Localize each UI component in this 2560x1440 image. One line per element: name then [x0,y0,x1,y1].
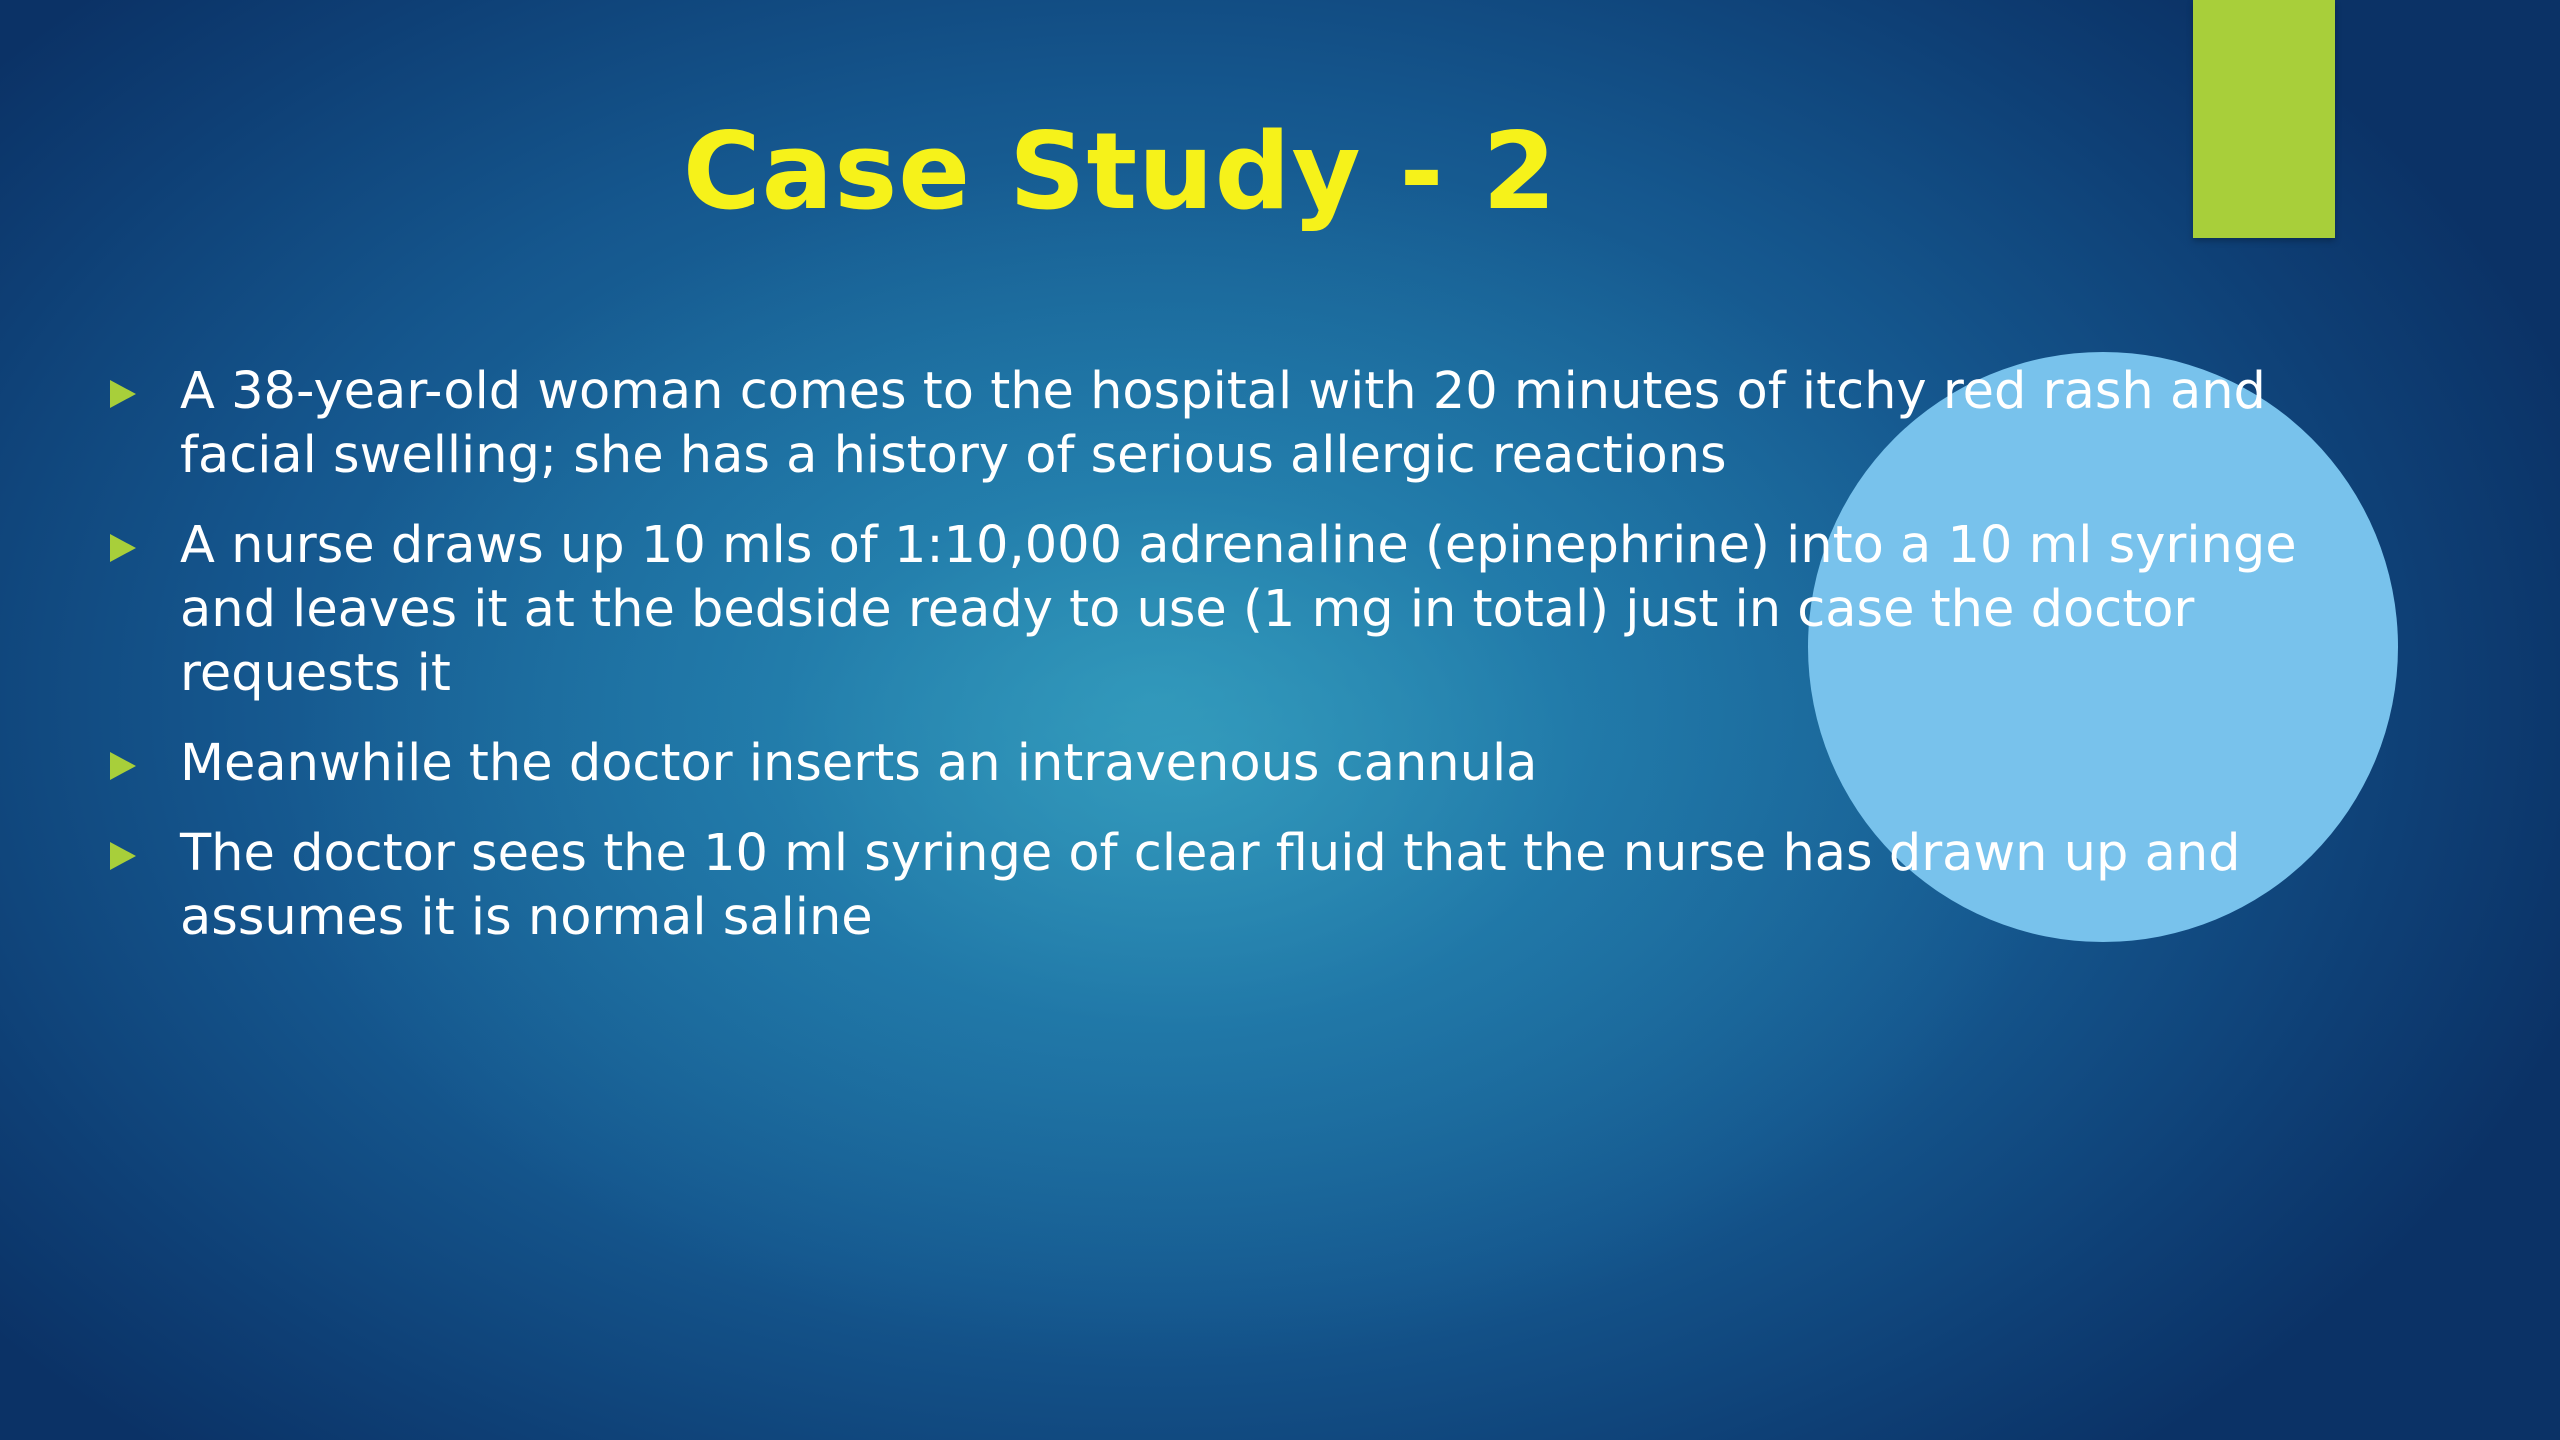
right-triangle-icon [110,842,136,870]
bullet-item [106,732,2370,796]
bullet-item [106,360,2370,488]
bullet-item [106,822,2370,950]
right-triangle-icon [110,534,136,562]
bullet-text: A nurse draws up 10 mls of 1:10,000 adrenaline (epinephrine) into a 10 ml syringe and leaves it at the bedside ready to use (1 mg in total) just in case the doctor requests it [180,516,2297,703]
right-triangle-icon [110,380,136,408]
bullet-text: The doctor sees the 10 ml syringe of clear fluid that the nurse has drawn up and assumes it is normal saline [180,824,2241,947]
right-triangle-icon [110,752,136,780]
bullet-list [106,360,2306,976]
slide-title: Case Study - 2 [682,110,1558,233]
bullet-text: A 38-year-old woman comes to the hospital with 20 minutes of itchy red rash and facial swelling; she has a history of serious allergic reactions [180,362,2266,485]
bullet-text: Meanwhile the doctor inserts an intravenous cannula [180,734,1538,793]
bullet-item [106,514,2370,706]
